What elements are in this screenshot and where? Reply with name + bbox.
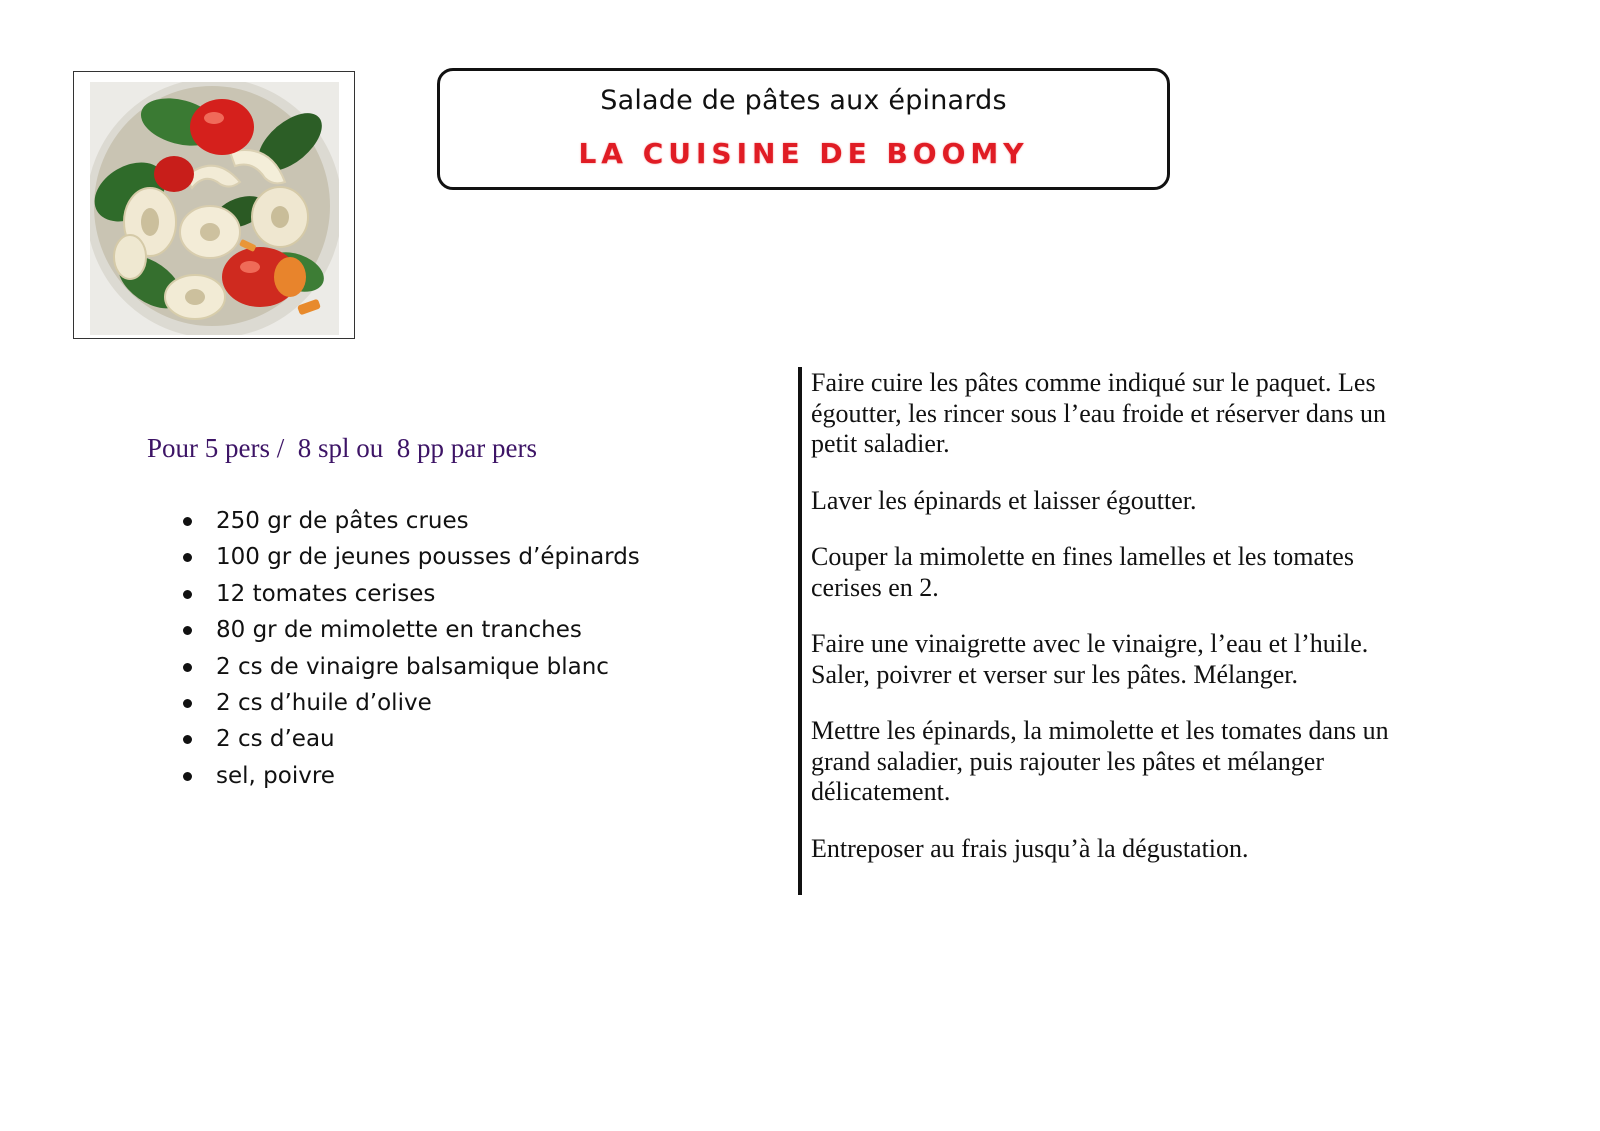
ingredient-item: 2 cs d’eau [0,724,640,760]
ingredient-item: sel, poivre [0,761,640,797]
instructions [811,368,1411,890]
instruction-step: Faire cuire les pâtes comme indiqué sur le paquet. Les égoutter, les rincer sous l’eau froide et réserver dans un petit saladier. [811,368,1387,458]
ingredient-item: 2 cs d’huile d’olive [0,688,640,724]
bullet-icon [183,735,192,744]
ingredient-item: 100 gr de jeunes pousses d’épinards [0,542,640,578]
ingredients-list [0,506,640,797]
title-box [437,68,1170,190]
bullet-icon [183,772,192,781]
column-divider [798,367,802,895]
recipe-photo-frame [73,71,355,339]
instruction-step: Mettre les épinards, la mimolette et les tomates dans un grand saladier, puis rajouter les pâtes et mélanger délicatement. [811,716,1389,806]
bullet-icon [183,517,192,526]
pasta-salad-photo [90,82,339,335]
instruction-step: Entreposer au frais jusqu’à la dégustation. [811,833,1249,863]
servings-info: Pour 5 pers / 8 spl ou 8 pp par pers [147,433,537,463]
instruction-step: Faire une vinaigrette avec le vinaigre, l’eau et l’huile. Saler, poivrer et verser sur les pâtes. Mélanger. [811,629,1369,689]
ingredient-item: 250 gr de pâtes crues [0,506,640,542]
ingredient-item: 2 cs de vinaigre balsamique blanc [0,652,640,688]
instruction-step: Couper la mimolette en fines lamelles et les tomates cerises en 2. [811,542,1354,602]
recipe-title: Salade de pâtes aux épinards [600,85,1007,116]
bullet-icon [183,626,192,635]
ingredient-item: 80 gr de mimolette en tranches [0,615,640,651]
bullet-icon [183,590,192,599]
brand-name: LA CUISINE DE BOOMY [578,137,1029,170]
bullet-icon [183,663,192,672]
bullet-icon [183,553,192,562]
bullet-icon [183,699,192,708]
ingredient-item: 12 tomates cerises [0,579,640,615]
instruction-step: Laver les épinards et laisser égoutter. [811,485,1197,515]
